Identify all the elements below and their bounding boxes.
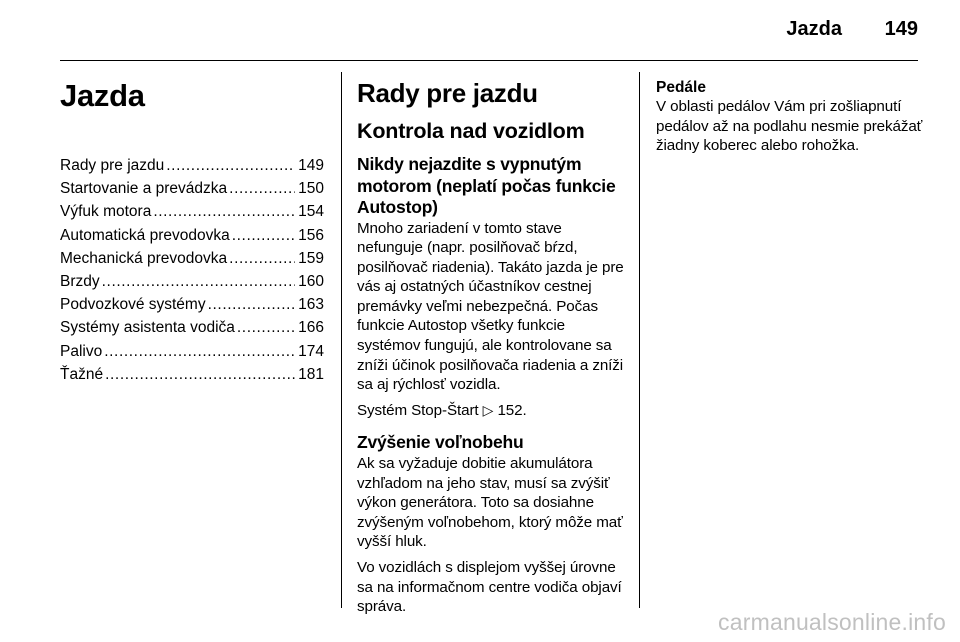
header-section-title: Jazda xyxy=(786,18,842,40)
toc-item xyxy=(60,316,324,339)
toc-item-page: 156 xyxy=(298,226,324,244)
watermark: carmanualsonline.info xyxy=(718,609,946,635)
toc-item xyxy=(60,224,324,247)
engine-off-paragraph: Mnoho zariadení v tomto stave nefunguje (napr. posilňovač bŕzd, posilňovač riadenia). Takáto jazda je pre vás aj ostatných účastníkov cestnej premávky veľmi nebezpečná. Počas funkcie Autostop všetky funkcie systémov fungujú, ale kontrolovane sa zníži účinok posilňovača riadenia a zníži sa aj rýchlosť vozidla. xyxy=(357,219,624,394)
idle-increase-heading: Zvýšenie voľnobehu xyxy=(357,432,524,453)
toc-item-page: 150 xyxy=(298,180,324,198)
toc-item-page: 181 xyxy=(298,365,324,383)
toc-dot-leader xyxy=(102,270,296,293)
page-header xyxy=(0,0,960,62)
toc-item-label: Rady pre jazdu xyxy=(60,157,165,174)
engine-off-heading: Nikdy nejazdite s vypnutým motorom (neplatí počas funkcie Autostop) xyxy=(357,154,616,217)
column-divider-1 xyxy=(341,72,342,608)
toc-dot-leader xyxy=(105,363,295,386)
toc-item-page: 159 xyxy=(298,249,324,267)
toc-dot-leader xyxy=(232,224,295,247)
toc-item-page: 163 xyxy=(298,296,324,314)
toc-item-label: Startovanie a prevádzka xyxy=(60,180,228,198)
toc-item xyxy=(60,340,324,363)
table-of-contents xyxy=(60,154,324,386)
toc-item-label: Ťažné xyxy=(60,365,104,383)
stop-start-reference-text: Systém Stop-Štart xyxy=(357,401,479,419)
page-ref-triangle-icon: ▷ xyxy=(482,401,494,418)
toc-dot-leader xyxy=(208,293,296,316)
toc-dot-leader xyxy=(166,154,295,177)
pedals-paragraph: V oblasti pedálov Vám pri zošliapnutí pedálov až na podlahu nesmie prekážať žiadny koberec alebo rohožka. xyxy=(656,98,923,155)
toc-item-label: Brzdy xyxy=(60,272,100,290)
toc-dot-leader xyxy=(104,340,295,363)
idle-increase-paragraph-2: Vo vozidlách s displejom vyššej úrovne sa na informačnom centre vodiča objaví správa. xyxy=(357,558,622,616)
toc-item xyxy=(60,200,324,223)
toc-dot-leader xyxy=(237,316,295,339)
toc-item-page: 160 xyxy=(298,272,324,290)
toc-item-label: Výfuk motora xyxy=(60,203,152,221)
toc-item xyxy=(60,293,324,316)
stop-start-reference-page: 152. xyxy=(497,401,527,419)
toc-item-label: Systémy asistenta vodiča xyxy=(60,319,235,337)
section-title: Rady pre jazdu xyxy=(357,78,538,108)
column-divider-2 xyxy=(639,72,640,608)
pedals-heading: Pedále xyxy=(656,79,706,96)
content-column-3 xyxy=(656,72,924,156)
stop-start-reference xyxy=(357,401,625,421)
toc-item xyxy=(60,177,324,200)
toc-item xyxy=(60,270,324,293)
toc-item-label: Palivo xyxy=(60,342,103,360)
toc-item xyxy=(60,363,324,386)
header-page-number: 149 xyxy=(884,18,918,40)
toc-item-page: 154 xyxy=(298,203,324,221)
chapter-title: Jazda xyxy=(60,78,145,113)
chapter-column xyxy=(60,72,324,386)
toc-item-label: Podvozkové systémy xyxy=(60,296,206,314)
toc-item-label: Mechanická prevodovka xyxy=(60,249,228,267)
subsection-title: Kontrola nad vozidlom xyxy=(357,119,585,143)
header-rule xyxy=(60,60,918,61)
toc-item-page: 174 xyxy=(298,342,324,360)
toc-item xyxy=(60,247,324,270)
toc-dot-leader xyxy=(229,247,295,270)
content-column-2 xyxy=(357,72,625,617)
toc-dot-leader xyxy=(229,177,295,200)
toc-item xyxy=(60,154,324,177)
idle-increase-paragraph-1: Ak sa vyžaduje dobitie akumulátora vzhľadom na jeho stav, musí sa zvýšiť výkon generátora. Toto sa dosiahne zvýšeným voľnobehom, ktorý môže mať vyšší hluk. xyxy=(357,454,623,551)
toc-item-label: Automatická prevodovka xyxy=(60,226,230,244)
toc-item-page: 149 xyxy=(298,157,324,174)
toc-dot-leader xyxy=(153,200,295,223)
toc-item-page: 166 xyxy=(298,319,324,337)
